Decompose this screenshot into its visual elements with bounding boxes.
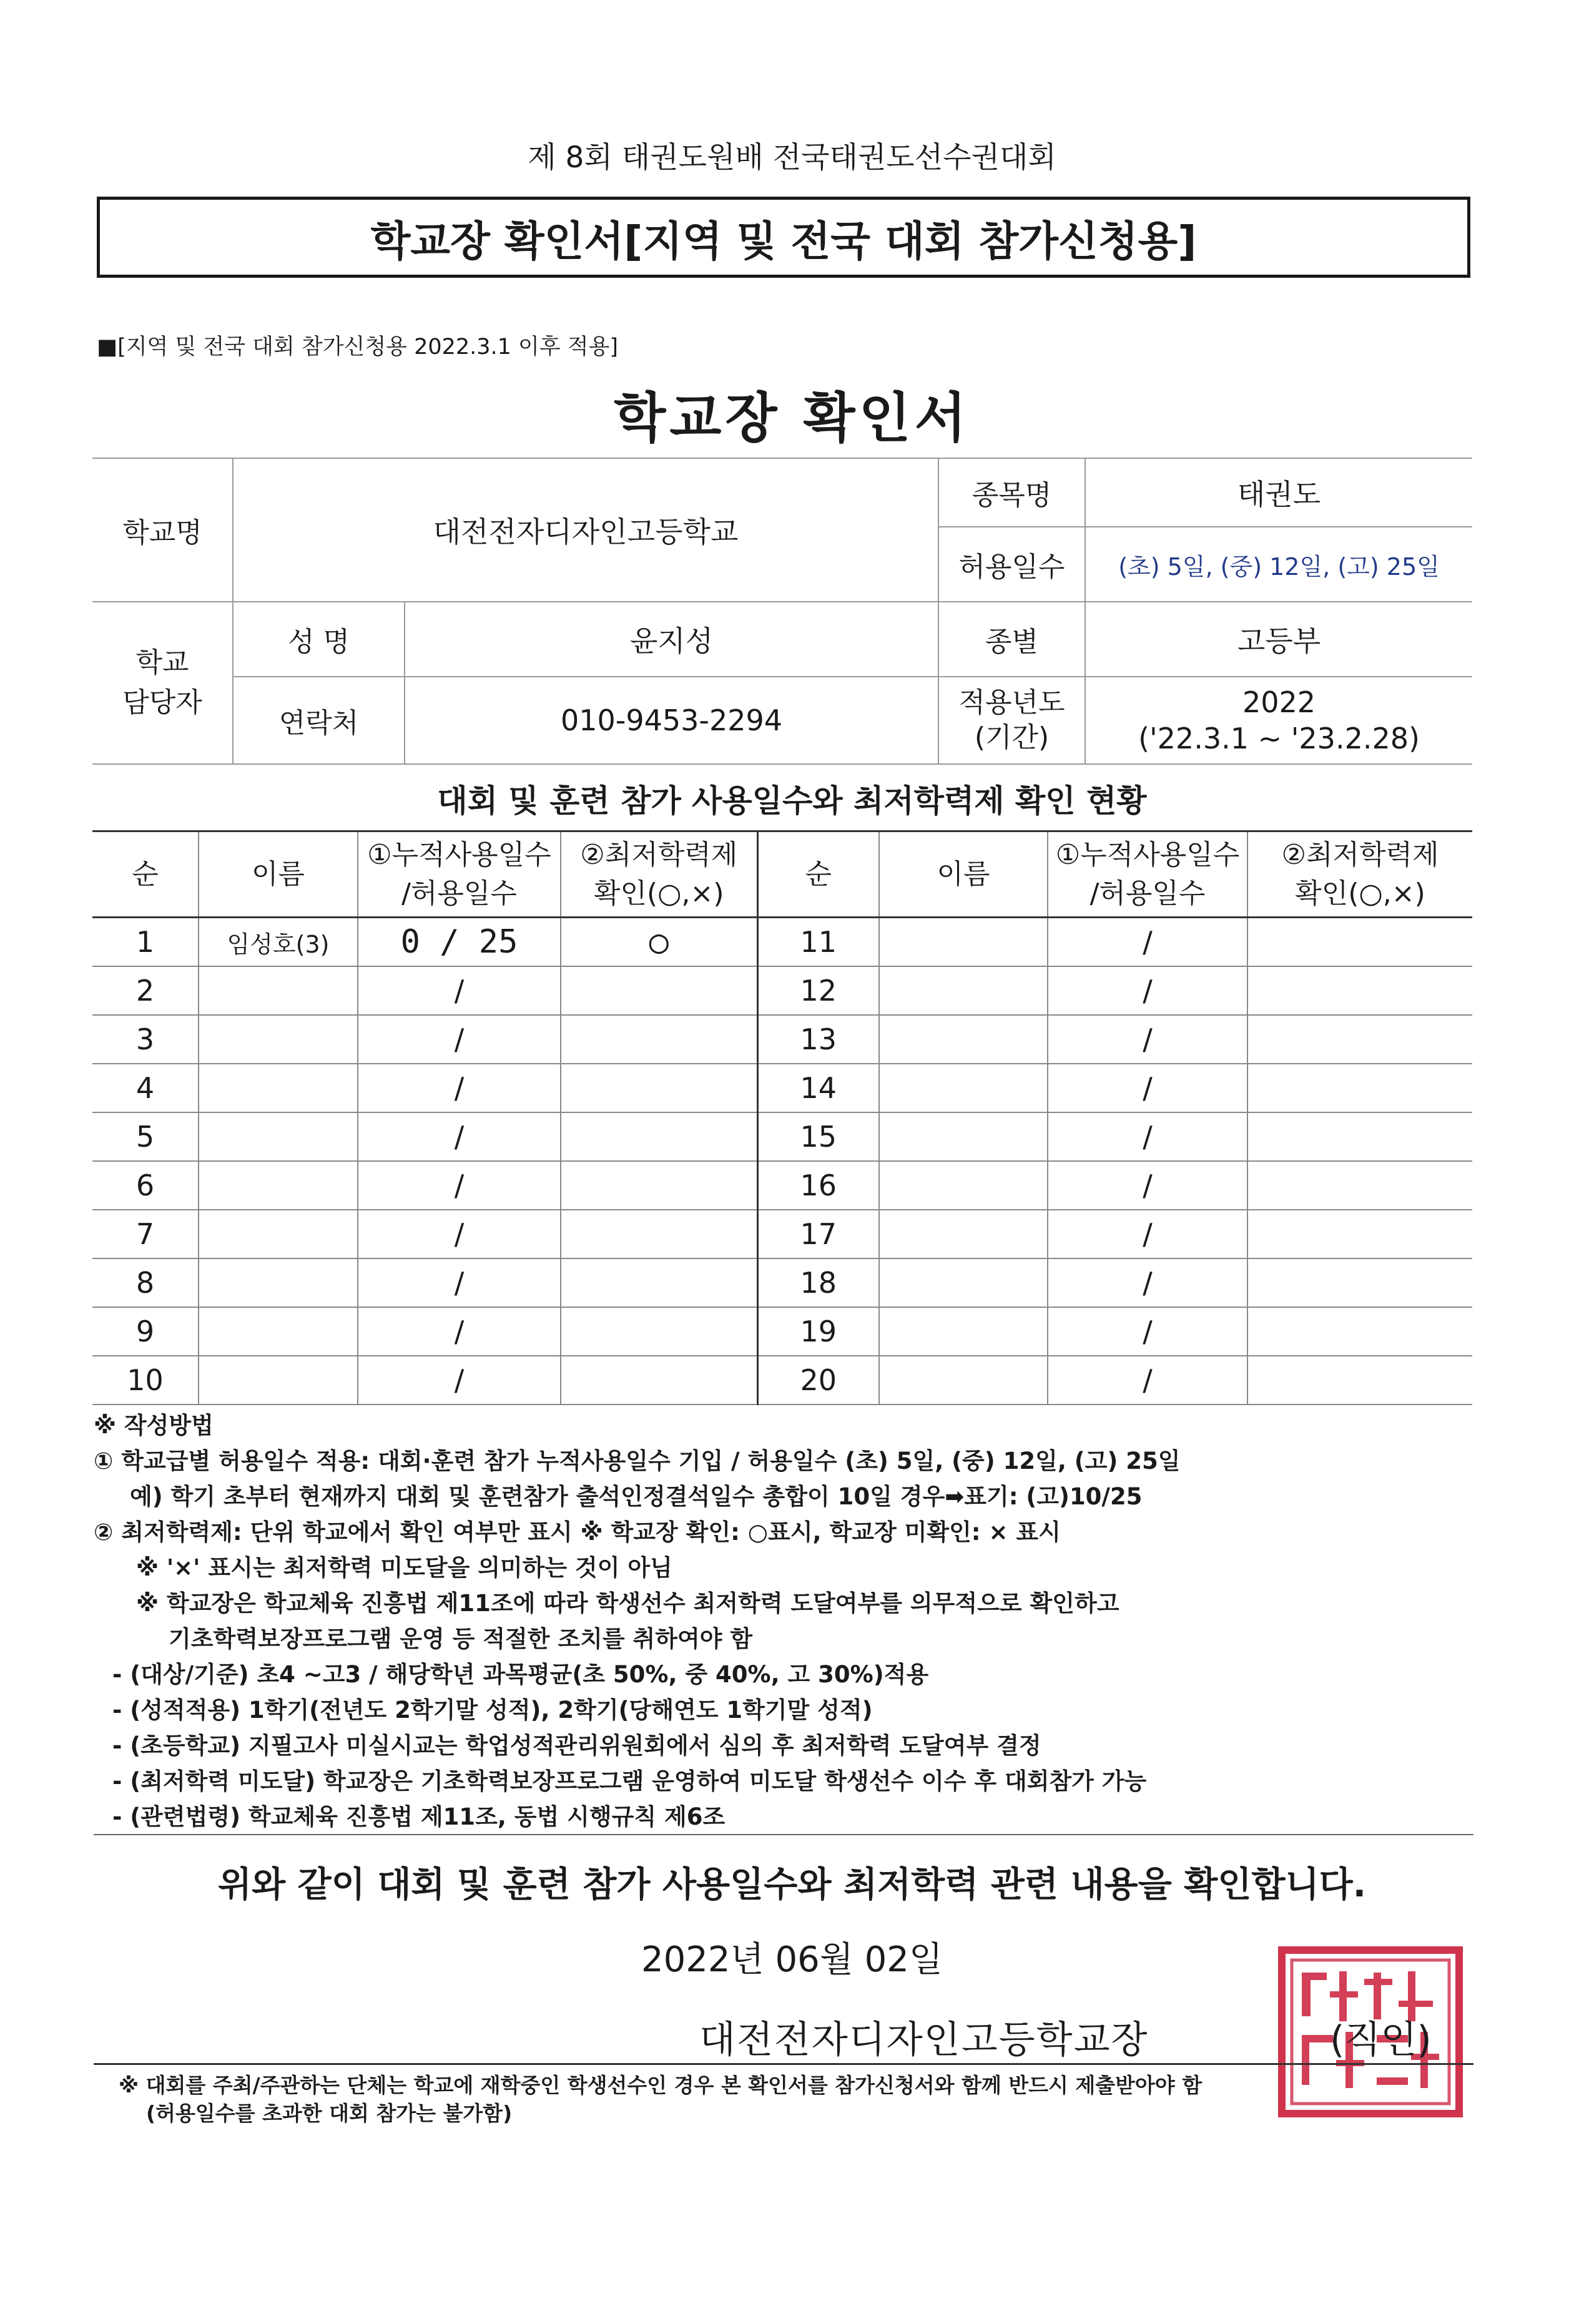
- row-academic-cell: [1247, 918, 1472, 967]
- row-name-cell: [199, 1161, 358, 1210]
- row-days-cell: /: [1048, 1015, 1247, 1064]
- row-days-cell: 0 / 25: [358, 918, 561, 967]
- footnote-line: (허용일수를 초과한 대회 참가는 불가함): [146, 2101, 513, 2125]
- row-academic-cell: [561, 1112, 757, 1161]
- header-name-left: 이름: [199, 831, 358, 918]
- row-no-cell: 19: [757, 1307, 879, 1356]
- row-academic-cell: [1247, 1356, 1472, 1405]
- confirmation-statement: 위와 같이 대회 및 훈련 참가 사용일수와 최저학력 관련 내용을 확인합니다.: [217, 1865, 1367, 1905]
- table-row: [92, 1112, 1472, 1161]
- footnote-line: ※ 대회를 주최/주관하는 단체는 학교에 재학중인 학생선수인 경우 본 확인서를 참가신청서와 함께 반드시 제출받아야 함: [119, 2073, 1203, 2097]
- instructions: [94, 1408, 1486, 1835]
- division-value: 고등부: [1085, 602, 1472, 677]
- header-no-left: 순: [92, 831, 199, 918]
- row-name-cell: [879, 1112, 1048, 1161]
- row-no-cell: 3: [92, 1015, 199, 1064]
- header-days-right: ①누적사용일수 /허용일수: [1048, 831, 1247, 918]
- row-academic-cell: [1247, 1210, 1472, 1258]
- table-row: [92, 966, 1472, 1015]
- row-academic-cell: [1247, 1161, 1472, 1210]
- row-days-cell: /: [1048, 1210, 1247, 1258]
- row-no-cell: 13: [757, 1015, 879, 1064]
- table-row: [92, 1064, 1472, 1112]
- name-label: 성 명: [233, 602, 405, 677]
- row-days-cell: /: [1048, 1307, 1247, 1356]
- row-no-cell: 5: [92, 1112, 199, 1161]
- row-academic-cell: [561, 1307, 757, 1356]
- form-boxed-title: 학교장 확인서[지역 및 전국 대회 참가신청용]: [97, 197, 1470, 278]
- row-no-cell: 1: [92, 918, 199, 967]
- row-days-cell: /: [1048, 1258, 1247, 1307]
- row-name-cell: 임성호(3): [199, 918, 358, 967]
- row-academic-cell: [561, 1356, 757, 1405]
- row-name-cell: [199, 1015, 358, 1064]
- row-name-cell: [199, 1210, 358, 1258]
- row-academic-cell: [1247, 1112, 1472, 1161]
- row-no-cell: 7: [92, 1210, 199, 1258]
- row-name-cell: [879, 966, 1048, 1015]
- row-no-cell: 15: [757, 1112, 879, 1161]
- row-days-cell: /: [358, 1015, 561, 1064]
- row-no-cell: 2: [92, 966, 199, 1015]
- year-value: 2022 ('22.3.1 ~ '23.2.28): [1085, 677, 1472, 764]
- row-academic-cell: [561, 1210, 757, 1258]
- table-row: [92, 1210, 1472, 1258]
- usage-table: [92, 830, 1472, 1405]
- header-academic-right: ②최저학력제 확인(○,×): [1247, 831, 1472, 918]
- row-days-cell: /: [358, 1112, 561, 1161]
- row-name-cell: [199, 1064, 358, 1112]
- row-days-cell: /: [1048, 1112, 1247, 1161]
- row-no-cell: 16: [757, 1161, 879, 1210]
- row-no-cell: 4: [92, 1064, 199, 1112]
- row-academic-cell: [561, 1258, 757, 1307]
- row-name-cell: [199, 1112, 358, 1161]
- allowed-days-value: (초) 5일, (중) 12일, (고) 25일: [1085, 527, 1472, 602]
- row-days-cell: /: [358, 966, 561, 1015]
- contact-value: 010-9453-2294: [405, 677, 938, 764]
- instructions-heading: ※ 작성방법: [94, 1412, 214, 1439]
- instruction-line: 기초학력보장프로그램 운영 등 적절한 조치를 취하여야 함: [169, 1625, 753, 1652]
- apply-note: ■[지역 및 전국 대회 참가신청용 2022.3.1 이후 적용]: [97, 335, 619, 360]
- row-academic-cell: [561, 1064, 757, 1112]
- row-name-cell: [199, 1307, 358, 1356]
- table-row: [92, 1356, 1472, 1405]
- section-title: 대회 및 훈련 참가 사용일수와 최저학력제 확인 현황: [437, 783, 1147, 819]
- row-days-cell: /: [358, 1161, 561, 1210]
- header-days-left: ①누적사용일수 /허용일수: [358, 831, 561, 918]
- division-label: 종별: [938, 602, 1085, 677]
- row-academic-cell: [561, 1161, 757, 1210]
- row-name-cell: [879, 1064, 1048, 1112]
- row-name-cell: [879, 1210, 1048, 1258]
- instruction-line: 예) 학기 초부터 현재까지 대회 및 훈련참가 출석인정결석일수 총합이 10일 경우➡표기: (고)10/25: [130, 1483, 1143, 1510]
- row-days-cell: /: [358, 1356, 561, 1405]
- row-academic-cell: [1247, 1015, 1472, 1064]
- header-no-right: 순: [757, 831, 879, 918]
- row-name-cell: [879, 1258, 1048, 1307]
- instruction-line: - (대상/기준) 초4 ~고3 / 해당학년 과목평균(초 50%, 중 40%, 고 30%)적용: [112, 1661, 929, 1688]
- row-days-cell: /: [358, 1210, 561, 1258]
- issue-date: 2022년 06월 02일: [641, 1939, 943, 1980]
- instruction-line: - (초등학교) 지필고사 미실시교는 학업성적관리위원회에서 심의 후 최저학력 도달여부 결정: [112, 1732, 1041, 1759]
- row-name-cell: [199, 1356, 358, 1405]
- row-no-cell: 6: [92, 1161, 199, 1210]
- row-days-cell: /: [1048, 966, 1247, 1015]
- table-row: [92, 918, 1472, 967]
- row-days-cell: /: [358, 1307, 561, 1356]
- row-no-cell: 8: [92, 1258, 199, 1307]
- principal-name: 대전전자디자인고등학교장: [699, 2018, 1149, 2062]
- header-name-right: 이름: [879, 831, 1048, 918]
- row-days-cell: /: [1048, 1064, 1247, 1112]
- school-label: 학교명: [92, 458, 233, 602]
- row-name-cell: [879, 1161, 1048, 1210]
- allowed-days-label: 허용일수: [938, 527, 1085, 602]
- instruction-line: - (성적적용) 1학기(전년도 2학기말 성적), 2학기(당해연도 1학기말 성적): [112, 1697, 873, 1723]
- header-academic-left: ②최저학력제 확인(○,×): [561, 831, 757, 918]
- year-label: 적용년도 (기간): [938, 677, 1085, 764]
- row-academic-cell: ○: [561, 918, 757, 967]
- instruction-line: - (관련법령) 학교체육 진흥법 제11조, 동법 시행규칙 제6조: [112, 1803, 726, 1830]
- row-days-cell: /: [1048, 1356, 1247, 1405]
- info-table: [92, 458, 1472, 765]
- table-row: [92, 1015, 1472, 1064]
- row-no-cell: 9: [92, 1307, 199, 1356]
- event-title: 제 8회 태권도원배 전국태권도선수권대회: [528, 140, 1056, 175]
- school-value: 대전전자디자인고등학교: [233, 458, 938, 602]
- row-name-cell: [879, 918, 1048, 967]
- contact-label: 연락처: [233, 677, 405, 764]
- row-academic-cell: [1247, 1258, 1472, 1307]
- row-no-cell: 10: [92, 1356, 199, 1405]
- row-name-cell: [879, 1015, 1048, 1064]
- name-value: 윤지성: [405, 602, 938, 677]
- row-no-cell: 17: [757, 1210, 879, 1258]
- table-row: [92, 1161, 1472, 1210]
- seal-label: (직인): [1330, 2018, 1432, 2062]
- main-title: 학교장 확인서: [614, 387, 970, 449]
- manager-label: 학교 담당자: [92, 602, 233, 764]
- instruction-line: ② 최저학력제: 단위 학교에서 확인 여부만 표시 ※ 학교장 확인: ○표시, 학교장 미확인: × 표시: [94, 1519, 1061, 1546]
- row-days-cell: /: [358, 1258, 561, 1307]
- row-academic-cell: [1247, 1064, 1472, 1112]
- row-academic-cell: [561, 1015, 757, 1064]
- row-no-cell: 20: [757, 1356, 879, 1405]
- row-name-cell: [199, 966, 358, 1015]
- divider: [94, 1834, 1473, 1835]
- row-days-cell: /: [358, 1064, 561, 1112]
- row-name-cell: [879, 1356, 1048, 1405]
- row-no-cell: 12: [757, 966, 879, 1015]
- row-academic-cell: [1247, 1307, 1472, 1356]
- row-no-cell: 14: [757, 1064, 879, 1112]
- table-row: [92, 1307, 1472, 1356]
- sport-label: 종목명: [938, 458, 1085, 527]
- row-name-cell: [199, 1258, 358, 1307]
- row-name-cell: [879, 1307, 1048, 1356]
- instruction-line: ※ 학교장은 학교체육 진흥법 제11조에 따라 학생선수 최저학력 도달여부를 의무적으로 확인하고: [136, 1590, 1119, 1617]
- row-no-cell: 11: [757, 918, 879, 967]
- sport-value: 태권도: [1085, 458, 1472, 527]
- footnote: [119, 2071, 1202, 2127]
- row-academic-cell: [561, 966, 757, 1015]
- row-days-cell: /: [1048, 1161, 1247, 1210]
- instruction-line: ① 학교급별 허용일수 적용: 대회·훈련 참가 누적사용일수 기입 / 허용일수 (초) 5일, (중) 12일, (고) 25일: [94, 1448, 1181, 1474]
- footer-divider: [94, 2063, 1473, 2065]
- row-no-cell: 18: [757, 1258, 879, 1307]
- table-row: [92, 1258, 1472, 1307]
- instruction-line: - (최저학력 미도달) 학교장은 기초학력보장프로그램 운영하여 미도달 학생선수 이수 후 대회참가 가능: [112, 1768, 1147, 1795]
- instruction-line: ※ '×' 표시는 최저학력 미도달을 의미하는 것이 아님: [136, 1554, 672, 1581]
- row-days-cell: /: [1048, 918, 1247, 967]
- row-academic-cell: [1247, 966, 1472, 1015]
